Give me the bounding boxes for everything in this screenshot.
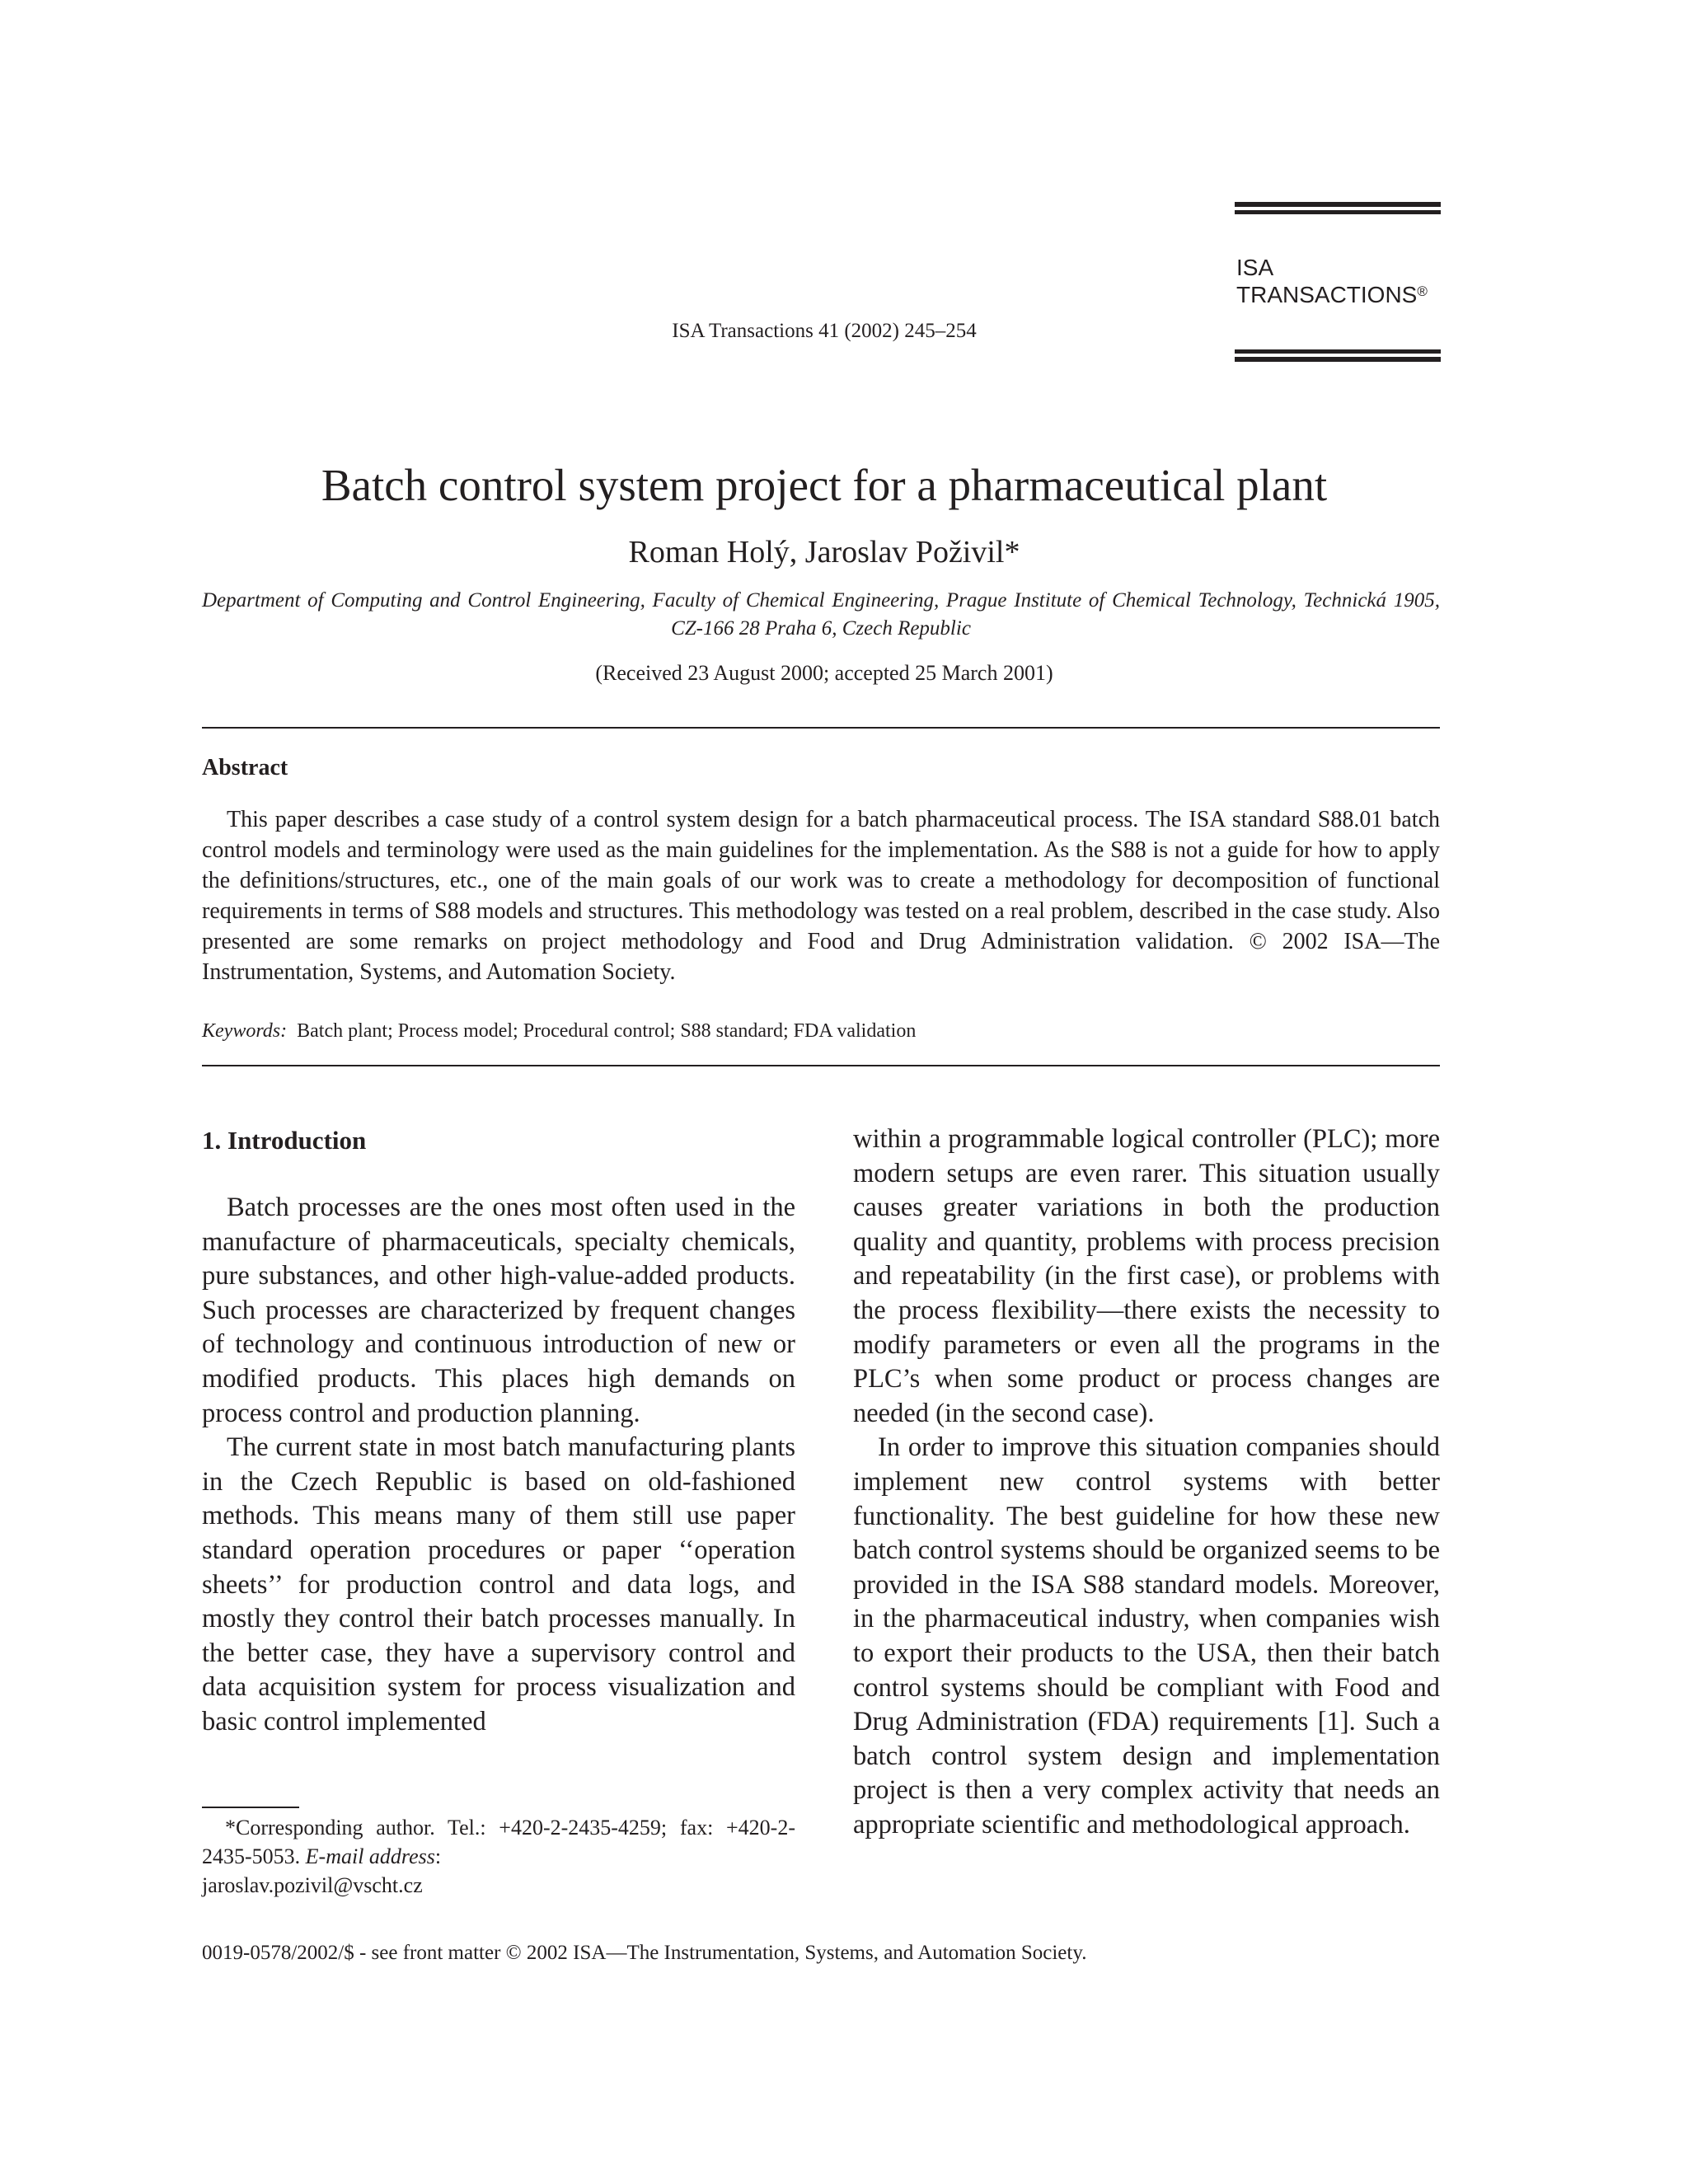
footnote xyxy=(202,1813,795,1900)
body-column-left xyxy=(202,1191,795,1740)
divider-top xyxy=(202,727,1440,729)
logo-line-2-text: TRANSACTIONS xyxy=(1236,282,1418,307)
paragraph-right-1: within a programmable logical controller (PLC); more modern setups are even rarer. This situation usually causes greater variations in both the production quality and quantity, problems with process precision and repeatability (in the first case), or problems with the process flexibility—there exists the necessity to modify parameters or even all the programs in the PLC’s when some product or process changes are needed (in the second case). xyxy=(853,1124,1440,1428)
footnote-text xyxy=(202,1813,795,1871)
authors: Roman Holý, Jaroslav Poživil* xyxy=(628,535,1020,569)
body-column-right xyxy=(853,1122,1440,1842)
logo-rule-bottom-1 xyxy=(1235,349,1441,354)
logo-line-1: ISA xyxy=(1236,255,1274,280)
journal-reference: ISA Transactions 41 (2002) 245–254 xyxy=(672,320,977,342)
paragraph-left-1: Batch processes are the ones most often used in the manufacture of pharmaceuticals, specialty chemicals, pure substances, and other high-value-added products. Such processes are characterized by frequent changes of technology and continuous introduction of new or modified products. This places high demands on process control and production planning. xyxy=(202,1193,795,1428)
logo-rule-bottom-2 xyxy=(1235,357,1441,362)
paper-title: Batch control system project for a pharmaceutical plant xyxy=(321,460,1328,510)
footnote-email-label: E-mail address xyxy=(305,1844,435,1868)
footnote-rule xyxy=(202,1807,299,1808)
journal-logo xyxy=(1236,254,1428,308)
logo-line-2 xyxy=(1236,281,1428,308)
logo-rule-top-2 xyxy=(1235,210,1441,214)
footnote-email: jaroslav.pozivil@vscht.cz xyxy=(202,1873,423,1897)
received-dates: (Received 23 August 2000; accepted 25 March 2001) xyxy=(595,661,1053,685)
keywords-text: Batch plant; Process model; Procedural control; S88 standard; FDA validation xyxy=(297,1020,917,1042)
registered-mark: ® xyxy=(1417,284,1428,299)
keywords xyxy=(202,1020,1440,1043)
section-heading: 1. Introduction xyxy=(202,1126,367,1155)
keywords-label: Keywords: xyxy=(202,1020,288,1042)
abstract-text: This paper describes a case study of a control system design for a batch pharmaceutical process. The ISA standard S88.01 batch control models and terminology were used as the main guidelines for the implementation. As the S88 is not a guide for how to apply the definitions/structures, etc., one of the main goals of our work was to create a methodology for decomposition of functional requirements in terms of S88 models and structures. This methodology was tested on a real problem, described in the case study. Also presented are some remarks on project methodology and Food and Drug Administration validation. © 2002 ISA—The Instrumentation, Systems, and Automation Society. xyxy=(202,807,1440,985)
affiliation: Department of Computing and Control Engineering, Faculty of Chemical Engineering, Prague Institute of Chemical Technology, Technická 1905, CZ-166 28 Praha 6, Czech Republic xyxy=(202,589,1440,640)
footnote-colon: : xyxy=(434,1844,442,1868)
logo-rule-top-1 xyxy=(1235,202,1441,207)
paragraph-right-2: In order to improve this situation companies should implement new control systems with better functionality. The best guideline for how these new batch control systems should be organized seems to be provided in the ISA S88 standard models. Moreover, in the pharmaceutical industry, when companies wish to export their products to the USA, then their batch control systems should be compliant with Food and Drug Administration (FDA) requirements [1]. Such a batch control system design and implementation project is then a very complex activity that needs an appropriate scientific and methodological approach. xyxy=(853,1432,1440,1840)
footnote-main: *Corresponding author. Tel.: +420-2-2435-4259; fax: +420-2-2435-5053. xyxy=(202,1816,795,1868)
front-matter-line: 0019-0578/2002/$ - see front matter © 2002 ISA—The Instrumentation, Systems, and Automation Society. xyxy=(202,1942,1087,1964)
divider-bottom xyxy=(202,1065,1440,1066)
paragraph-left-2: The current state in most batch manufacturing plants in the Czech Republic is based on old-fashioned methods. This means many of them still use paper standard operation procedures or paper ‘‘operation sheets’’ for production control and data logs, and mostly they control their batch processes manually. In the better case, they have a supervisory control and data acquisition system for process visualization and basic control implemented xyxy=(202,1432,795,1736)
abstract-heading: Abstract xyxy=(202,755,288,780)
